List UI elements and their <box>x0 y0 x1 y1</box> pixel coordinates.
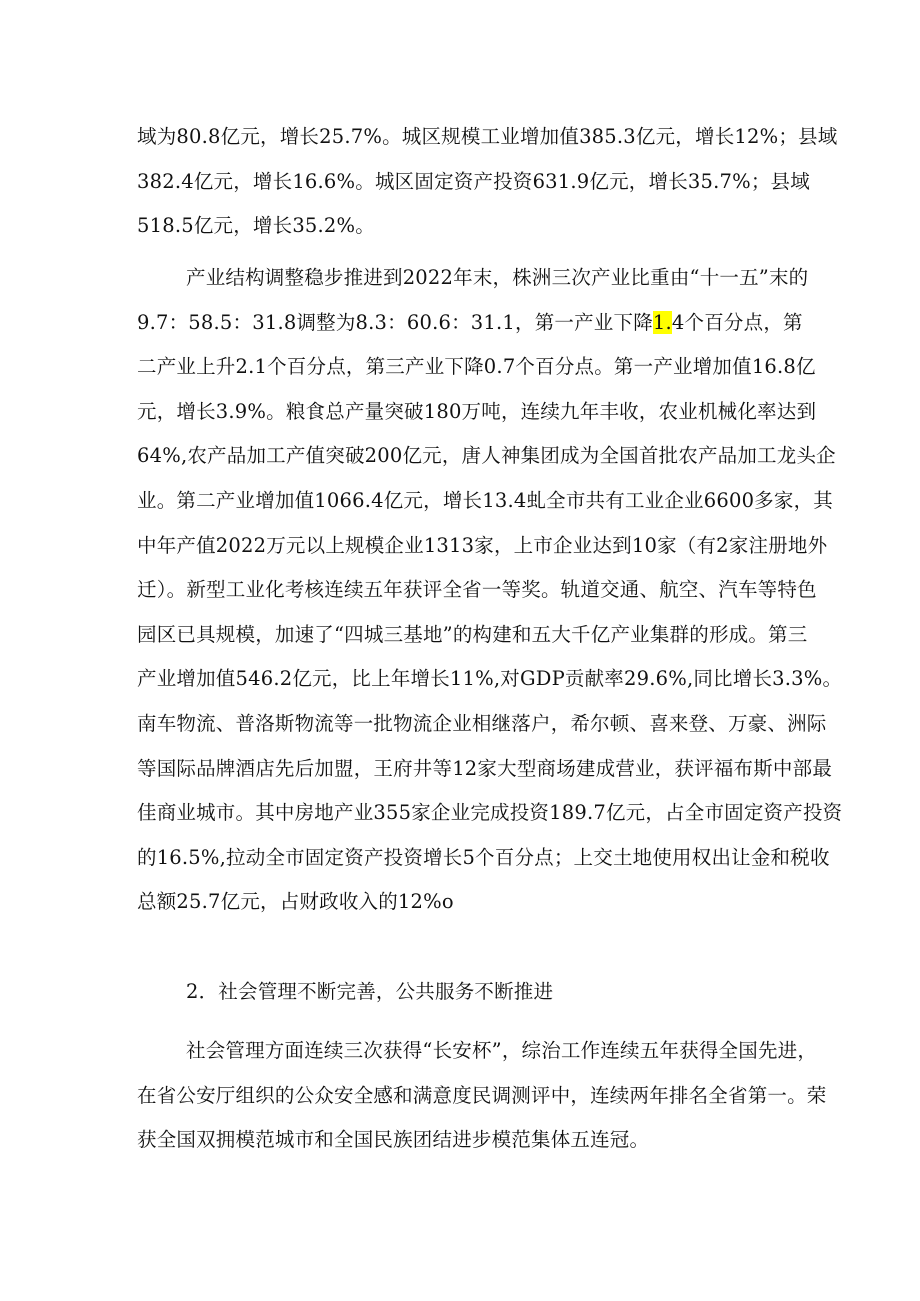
text-line: 迁）。新型工业化考核连续五年获评全省一等奖。轨道交通、航空、汽车等特色 <box>137 578 817 602</box>
paragraph-industry-structure <box>137 256 843 925</box>
text-line: 佳商业城市。其中房地产业355家企业完成投资189.7亿元，占全市固定资产投资 <box>137 801 843 825</box>
text-line: 的16.5%,拉动全市固定资产投资增长5个百分点；上交土地使用权出让金和税收 <box>137 845 830 869</box>
text-line: 二产业上升2.1个百分点，第三产业下降0.7个百分点。第一产业增加值16.8亿 <box>137 355 816 379</box>
text-line: 业。第二产业增加值1066.4亿元，增长13.4虬全市共有工业企业6600多家，其 <box>137 488 833 512</box>
text-line: 中年产值2022万元以上规模企业1313家，上市企业达到10家（有2家注册地外 <box>137 533 828 557</box>
text-line: 南车物流、普洛斯物流等一批物流企业相继落户，希尔顿、喜来登、万豪、洲际 <box>137 711 827 735</box>
text-line: 382.4亿元，增长16.6%。城区固定资产投资631.9亿元，增长35.7%；县域 <box>137 169 810 193</box>
text-line: 社会管理方面连续三次获得“长安杯”，综治工作连续五年获得全国先进， <box>186 1039 818 1062</box>
text-line: 园区已具规模，加速了“四城三基地”的构建和五大千亿产业集群的形成。第三 <box>137 622 808 646</box>
text-line: 在省公安厅组织的公众安全感和满意度民调测评中，连续两年排名全省第一。荣 <box>137 1083 827 1107</box>
text-line: 产业结构调整稳步推进到2022年末，株洲三次产业比重由“十一五”末的 <box>186 266 809 289</box>
section-heading-text: 2．社会管理不断完善，公共服务不断推进 <box>186 980 554 1003</box>
text-line: 元，增长3.9%。粮食总产量突破180万吨，连续九年丰收，农业机械化率达到 <box>137 399 817 423</box>
text-line: 产业增加值546.2亿元，比上年增长11%,对GDP贡献率29.6%,同比增长3.3%。 <box>137 667 843 691</box>
text-line: 域为80.8亿元，增长25.7%。城区规模工业增加值385.3亿元，增长12%；县域 <box>137 125 838 148</box>
text-segment: 4个百分点，第 <box>671 310 803 334</box>
paragraph-county-stats <box>137 115 838 249</box>
paragraph-social-management <box>137 1029 827 1163</box>
text-line: 总额25.7亿元，占财政收入的12%o <box>137 890 454 914</box>
highlighted-text: 1. <box>652 310 672 334</box>
text-segment: 9.7：58.5：31.8调整为8.3：60.6：31.1，第一产业下降 <box>137 310 653 334</box>
text-line: 获全国双拥模范城市和全国民族团结进步模范集体五连冠。 <box>137 1128 650 1152</box>
text-line-with-highlight <box>137 301 803 346</box>
section-heading <box>137 970 797 1015</box>
text-line: 等国际品牌酒店先后加盟，王府井等12家大型商场建成营业，获评福布斯中部最 <box>137 756 833 780</box>
text-line: 64%,农产品加工产值突破200亿元，唐人神集团成为全国首批农产品加工龙头企 <box>137 444 836 468</box>
text-line: 518.5亿元，增长35.2%。 <box>137 214 375 238</box>
